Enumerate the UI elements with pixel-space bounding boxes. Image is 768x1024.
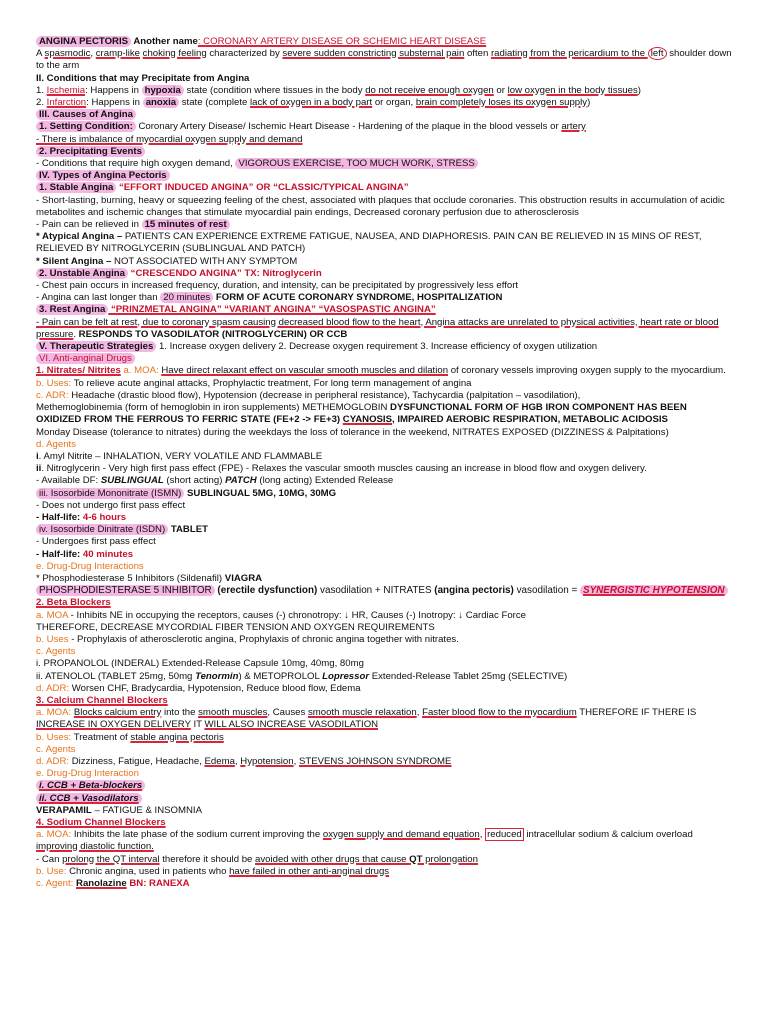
list-item: b. Uses: To relieve acute anginal attacks, Prophylactic treatment, For long term management of angina (36, 377, 472, 389)
list-item: ii. Nitroglycerin - Very high first pass effect (FPE) - Relaxes the vascular smooth muscles causing an increase in blood flow and oxygen delivery. (36, 463, 647, 475)
subheading: 2. Beta Blockers (36, 597, 111, 609)
subheading: e. Drug-Drug Interaction (36, 768, 139, 780)
circled-word: left (648, 47, 667, 60)
list-item: ii. CCB + Vasodilators (36, 793, 732, 805)
paragraph: a. MOA: Inhibits the late phase of the sodium current improving the oxygen supply and demand equation, reduced intracellular sodium & calcium overload improving diastolic function. (36, 829, 693, 853)
list-item: - Angina can last longer than 20 minutes FORM OF ACUTE CORONARY SYNDROME, HOSPITALIZATION (36, 292, 503, 304)
topic-title: ANGINA PECTORIS (36, 36, 131, 47)
list-item: a. MOA - Inhibits NE in occupying the receptors, causes (-) chronotropy: ↓ HR, Causes (-) Inotropy: ↓ Cardiac Force (36, 609, 527, 621)
list-item: - Can prolong the QT interval therefore it should be avoided with other drugs that cause QT prolongation (36, 853, 478, 865)
section-heading: IV. Types of Angina Pectoris (36, 170, 732, 182)
section-heading: V. Therapeutic Strategies 1. Increase oxygen delivery 2. Decrease oxygen requirement 3. Increase efficiency of oxygen utilization (36, 341, 732, 353)
list-item: - Does not undergo first pass effect (36, 499, 186, 511)
definition-line: A spasmodic, cramp-like choking feeling characterized by severe sudden constricting substernal pain often radiating from the pericardium to the left shoulder down to the arm (36, 48, 732, 72)
list-item: VERAPAMIL – FATIGUE & INSOMNIA (36, 804, 202, 816)
subheading: d. Agents (36, 438, 77, 450)
list-item: ii. ATENOLOL (TABLET 25mg, 50mg Tenormin) & METOPROLOL Lopressor Extended-Release Tablet 25mg (SELECTIVE) (36, 670, 568, 682)
list-item: - Conditions that require high oxygen demand, VIGOROUS EXERCISE, TOO MUCH WORK, STRESS (36, 158, 732, 170)
boxed-word: reduced (487, 829, 522, 841)
subheading: 1. Stable Angina “EFFORT INDUCED ANGINA” OR “CLASSIC/TYPICAL ANGINA” (36, 182, 732, 194)
list-item: 1. Setting Condition: Coronary Artery Disease/ Ischemic Heart Disease - Hardening of the plaque in the blood vessels or artery (36, 121, 732, 133)
list-item: * Phosphodiesterase 5 Inhibitors (Sildenafil) VIAGRA (36, 572, 263, 584)
list-item: 2. Infarction: Happens in anoxia state (complete lack of oxygen in a body part or organ, brain completely loses its oxygen supply) (36, 97, 591, 109)
subheading: 3. Calcium Channel Blockers (36, 694, 168, 706)
list-item: i. CCB + Beta-blockers (36, 780, 732, 792)
subheading: c. Agents (36, 743, 76, 755)
list-item: i. Amyl Nitrite – INHALATION, VERY VOLATILE AND FLAMMABLE (36, 450, 323, 462)
section-heading: II. Conditions that may Precipitate from Angina (36, 72, 250, 84)
list-item: - Available DF: SUBLINGUAL (short acting) PATCH (long acting) Extended Release (36, 475, 394, 487)
section-heading: III. Causes of Angina (36, 109, 732, 121)
list-item: b. Use: Chronic angina, used in patients who have failed in other anti-anginal drugs (36, 865, 390, 877)
paragraph: Methemoglobinemia (form of hemoglobin in iron supplements) METHEMOGLOBIN DYSFUNCTIONAL FORM OF HGB IRON COMPONENT HAS BEEN OXIDIZED FROM THE FERROUS TO FERRIC STATE (FE+2 -> FE+3) CYANOSIS, IMPAIRED AEROBIC RESPIRATION, METABOLIC ACIDOSIS (36, 402, 687, 426)
list-item: d. ADR: Worsen CHF, Bradycardia, Hypotension, Reduce blood flow, Edema (36, 682, 361, 694)
alternate-name: : CORONARY ARTERY DISEASE OR SCHEMIC HEART DISEASE (197, 36, 487, 47)
title-line: ANGINA PECTORIS Another name: CORONARY ARTERY DISEASE OR SCHEMIC HEART DISEASE (36, 36, 732, 48)
list-item: b. Uses: Treatment of stable angina pectoris (36, 731, 224, 743)
list-item: - Pain can be relieved in 15 minutes of rest (36, 219, 732, 231)
list-item: Monday Disease (tolerance to nitrates) during the weekdays the loss of tolerance in the weekend, NITRATES EXPOSED (DIZZINESS & Palpitations) (36, 426, 669, 438)
list-item: - Half-life: 4-6 hours (36, 511, 127, 523)
list-item: c. ADR: Headache (drastic blood flow), Hypotension (decrease in peripheral resistance), Tachycardia (palpitation – vasodilation), (36, 389, 581, 401)
subheading: 4. Sodium Channel Blockers (36, 817, 166, 828)
list-item: THEREFORE, DECREASE MYCORDIAL FIBER TENSION AND OXYGEN REQUIREMENTS (36, 621, 435, 633)
paragraph: * Atypical Angina – PATIENTS CAN EXPERIENCE EXTREME FATIGUE, NAUSEA, AND DIAPHORESIS. PAIN CAN BE RELIEVED IN 15 MINS OF REST, RELIEVED BY NITROGLYCERIN (SUBLINGUAL AND PATCH) (36, 231, 702, 255)
list-item: * Silent Angina – NOT ASSOCIATED WITH ANY SYMPTOM (36, 255, 298, 267)
list-item: i. PROPANOLOL (INDERAL) Extended-Release Capsule 10mg, 40mg, 80mg (36, 658, 364, 670)
synergistic-hypotension: SYNERGISTIC HYPOTENSION (580, 585, 728, 596)
paragraph: a. MOA: Blocks calcium entry into the smooth muscles, Causes smooth muscle relaxation, Faster blood flow to the myocardium THEREFORE IF THERE IS INCREASE IN OXYGEN DELIVERY IT WILL ALSO INCREASE VASODILATION (36, 707, 697, 731)
list-item: iv. Isosorbide Dinitrate (ISDN) TABLET (36, 524, 732, 536)
subheading: 2. Unstable Angina “CRESCENDO ANGINA” TX: Nitroglycerin (36, 268, 732, 280)
list-item: PHOSPHODIESTERASE 5 INHIBITOR (erectile dysfunction) vasodilation + NITRATES (angina pectoris) vasodilation = SYNERGISTIC HYPOTENSION (36, 585, 732, 597)
paragraph: 1. Nitrates/ Nitrites a. MOA: Have direct relaxant effect on vascular smooth muscles and dilation of coronary vessels improving oxygen supply to the myocardium. (36, 365, 726, 377)
list-item: b. Uses - Prophylaxis of atherosclerotic angina, Prophylaxis of chronic angina together with nitrates. (36, 633, 459, 645)
list-item: - Half-life: 40 minutes (36, 548, 134, 560)
paragraph: - Pain can be felt at rest, due to coronary spasm causing decreased blood flow to the heart, Angina attacks are unrelated to physical activities, heart rate or blood pressure. RESPONDS TO VASODILATOR (NITROGLYCERIN) OR CCB (36, 316, 719, 340)
list-item: c. Agent: Ranolazine BN: RANEXA (36, 878, 190, 890)
subheading: c. Agents (36, 646, 76, 658)
subheading: 2. Precipitating Events (36, 146, 732, 158)
paragraph: - Short-lasting, burning, heavy or squeezing feeling of the chest, associated with plaques that occlude coronaries. This obstruction results in accumulation of acidic metabolites and ischemic changes that stimulate myocardial pain endings, Decreased coronary perfusion due to atherosclerosis (36, 194, 725, 218)
list-item: - Chest pain occurs in increased frequency, duration, and intensity, can be precipitated by progressively less effort (36, 280, 519, 292)
list-item: - Undergoes first pass effect (36, 536, 156, 548)
list-item: 1. Ischemia: Happens in hypoxia state (condition where tissues in the body do not receive enough oxygen or low oxygen in the body tissues) (36, 84, 641, 96)
section-heading: VI. Anti-anginal Drugs (36, 353, 732, 365)
subheading: 3. Rest Angina “PRINZMETAL ANGINA” “VARIANT ANGINA” “VASOSPASTIC ANGINA” (36, 304, 732, 316)
subheading: e. Drug-Drug Interactions (36, 560, 144, 572)
list-item: d. ADR: Dizziness, Fatigue, Headache, Edema, Hypotension, STEVENS JOHNSON SYNDROME (36, 755, 452, 767)
list-item: iii. Isosorbide Mononitrate (ISMN) SUBLINGUAL 5MG, 10MG, 30MG (36, 488, 732, 500)
list-item: - There is imbalance of myocardial oxygen supply and demand (36, 133, 303, 145)
